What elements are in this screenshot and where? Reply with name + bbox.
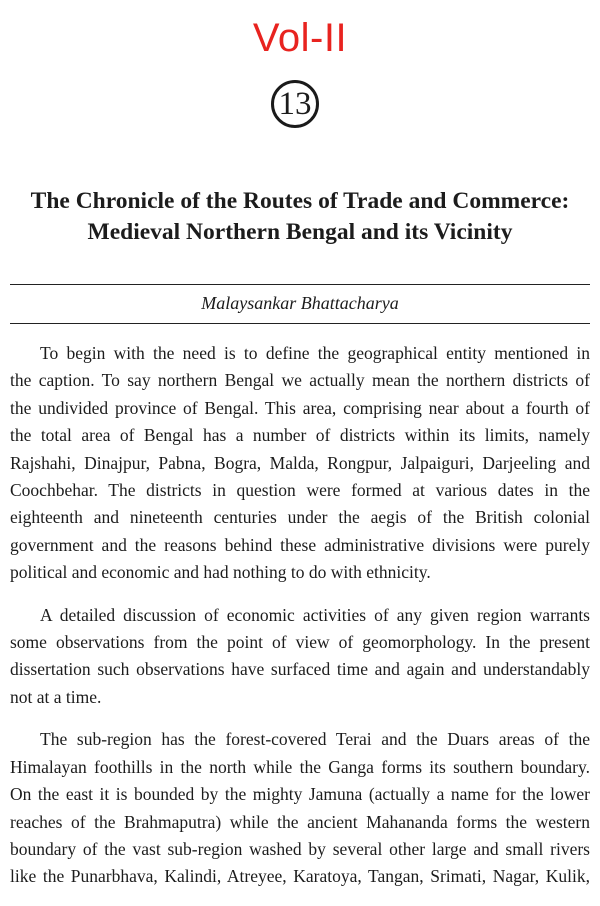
paragraph-1 xyxy=(10,340,590,587)
title-line-2: Medieval Northern Bengal and its Vicinity xyxy=(87,219,513,245)
text-line: eighteenth and nineteenth centuries under the aegis of the British colonial xyxy=(10,507,590,528)
text-line: The sub-region has the forest-covered Terai and the Duars areas of the xyxy=(40,729,590,750)
chapter-number: 13 xyxy=(278,85,312,122)
paragraph-3 xyxy=(10,726,590,890)
text-line: dissertation such observations have surfaced time and again and understandably xyxy=(10,659,590,680)
author-rule-top xyxy=(10,284,590,285)
author-name: Malaysankar Bhattacharya xyxy=(201,293,399,313)
text-line: the undivided province of Bengal. This area, comprising near about a fourth of xyxy=(10,397,590,418)
chapter-number-badge xyxy=(271,80,319,128)
text-line: Himalayan foothills in the north while the Ganga forms its southern boundary. xyxy=(10,756,590,777)
text-line: some observations from the point of view of geomorphology. In the present xyxy=(10,632,590,653)
text-line: like the Punarbhava, Kalindi, Atreyee, Karatoya, Tangan, Srimati, Nagar, Kulik, xyxy=(10,866,590,887)
text-line: reaches of the Brahmaputra) while the ancient Mahananda forms the western xyxy=(10,811,590,832)
text-line: political and economic and had nothing to do with ethnicity. xyxy=(10,562,431,583)
text-line: boundary of the vast sub-region washed by several other large and small rivers xyxy=(10,838,590,859)
text-line: A detailed discussion of economic activities of any given region warrants xyxy=(40,604,590,625)
volume-label: Vol-II xyxy=(252,16,348,60)
body-text xyxy=(10,340,590,906)
text-line: Rajshahi, Dinajpur, Pabna, Bogra, Malda, Rongpur, Jalpaiguri, Darjeeling and xyxy=(10,452,590,473)
text-line: government and the reasons behind these administrative divisions were purely xyxy=(10,534,590,555)
article-title xyxy=(0,186,600,248)
text-line: Coochbehar. The districts in question were formed at various dates in the xyxy=(10,480,590,501)
title-line-1: The Chronicle of the Routes of Trade and Commerce: xyxy=(30,188,570,214)
text-line: the total area of Bengal has a number of districts within its limits, namely xyxy=(10,425,590,446)
paragraph-2 xyxy=(10,602,590,712)
text-line: To begin with the need is to define the geographical entity mentioned in xyxy=(40,343,590,363)
text-line: On the east it is bounded by the mighty Jamuna (actually a name for the lower xyxy=(10,784,590,805)
text-line: not at a time. xyxy=(10,686,102,707)
text-line: the caption. To say northern Bengal we actually mean the northern districts of xyxy=(10,370,590,391)
author-rule-bottom xyxy=(10,323,590,324)
